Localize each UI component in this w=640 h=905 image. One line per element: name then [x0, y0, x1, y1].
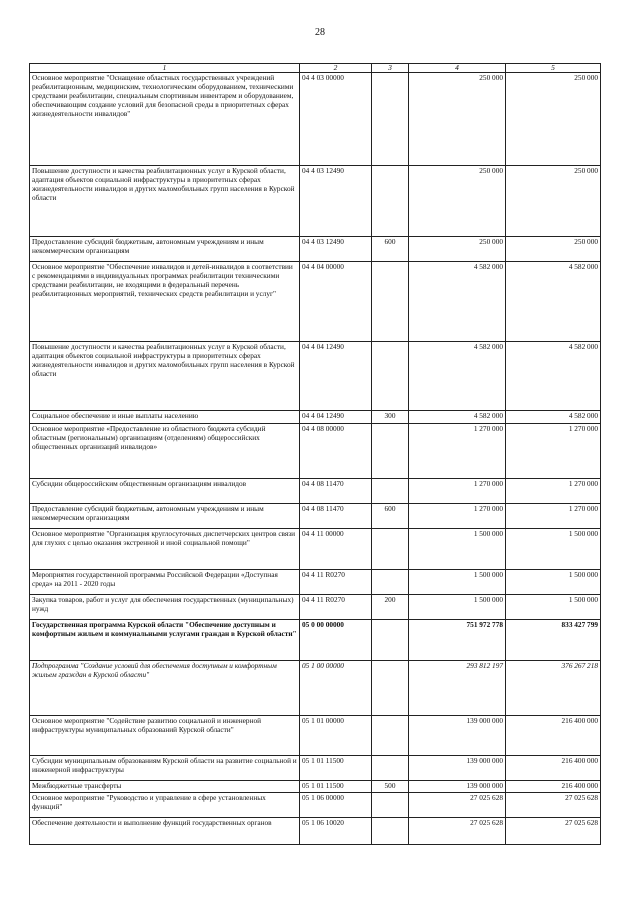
row-value-2017-cell: 27 025 628 [409, 817, 506, 844]
row-type-cell [372, 73, 409, 166]
header-cell: 5 [506, 64, 601, 73]
row-value-2017-cell: 1 500 000 [409, 570, 506, 595]
row-value-2018-cell: 1 500 000 [506, 529, 601, 570]
row-type-cell [372, 792, 409, 817]
row-name-cell: Предоставление субсидий бюджетным, автономным учреждениям и иным некоммерческим организациям [30, 504, 300, 529]
row-value-2017-cell: 27 025 628 [409, 792, 506, 817]
row-value-2018-cell: 250 000 [506, 73, 601, 166]
row-value-2018-cell: 216 400 000 [506, 716, 601, 756]
row-type-cell [372, 262, 409, 342]
row-type-cell [372, 716, 409, 756]
row-type-cell [372, 342, 409, 411]
table-row [30, 817, 601, 844]
row-name-cell: Субсидии муниципальным образованиям Курской области на развитие социальной и инженерной инфраструктуры [30, 756, 300, 781]
row-type-cell [372, 529, 409, 570]
row-value-2018-cell: 1 500 000 [506, 595, 601, 620]
row-type-cell: 300 [372, 411, 409, 424]
row-value-2017-cell: 751 972 778 [409, 620, 506, 661]
row-code-cell: 04 4 04 00000 [300, 262, 372, 342]
row-value-2017-cell: 4 582 000 [409, 262, 506, 342]
row-value-2018-cell: 4 582 000 [506, 411, 601, 424]
row-value-2018-cell: 1 270 000 [506, 424, 601, 479]
row-name-cell: Межбюджетные трансферты [30, 781, 300, 793]
row-code-cell: 05 1 01 11500 [300, 756, 372, 781]
row-name-cell: Основное мероприятие "Обеспечение инвалидов и детей-инвалидов в соответствии с рекомендациями в индивидуальных программах реабилитации техническими средствами реабилитации, не входящими в федеральный перечень реабилитационных мероприятий, технических средств реабилитации и услуг" [30, 262, 300, 342]
row-name-cell: Субсидии общероссийским общественным организациям инвалидов [30, 479, 300, 504]
row-value-2017-cell: 250 000 [409, 73, 506, 166]
row-value-2018-cell: 4 582 000 [506, 262, 601, 342]
row-value-2018-cell: 216 400 000 [506, 781, 601, 793]
row-code-cell: 05 1 06 10020 [300, 817, 372, 844]
table-row [30, 73, 601, 166]
row-value-2018-cell: 1 270 000 [506, 479, 601, 504]
row-code-cell: 04 4 08 11470 [300, 479, 372, 504]
row-type-cell [372, 424, 409, 479]
header-cell: 2 [300, 64, 372, 73]
row-name-cell: Закупка товаров, работ и услуг для обеспечения государственных (муниципальных) нужд [30, 595, 300, 620]
row-value-2017-cell: 250 000 [409, 166, 506, 237]
row-type-cell [372, 756, 409, 781]
table-header-row [30, 64, 601, 73]
row-value-2018-cell: 1 270 000 [506, 504, 601, 529]
row-value-2018-cell: 376 267 218 [506, 661, 601, 716]
row-code-cell: 04 4 03 12490 [300, 166, 372, 237]
row-value-2017-cell: 139 000 000 [409, 781, 506, 793]
table-row [30, 479, 601, 504]
row-code-cell: 05 1 00 00000 [300, 661, 372, 716]
row-name-cell: Основное мероприятие "Руководство и управление в сфере установленных функций" [30, 792, 300, 817]
row-type-cell: 500 [372, 781, 409, 793]
row-code-cell: 05 1 01 00000 [300, 716, 372, 756]
row-code-cell: 04 4 04 12490 [300, 342, 372, 411]
table-row [30, 529, 601, 570]
header-cell: 1 [30, 64, 300, 73]
row-name-cell: Мероприятия государственной программы Российской Федерации «Доступная среда» на 2011 - 2020 годы [30, 570, 300, 595]
table-row [30, 342, 601, 411]
row-value-2017-cell: 1 500 000 [409, 529, 506, 570]
row-value-2018-cell: 250 000 [506, 166, 601, 237]
row-value-2018-cell: 4 582 000 [506, 342, 601, 411]
row-type-cell: 600 [372, 504, 409, 529]
row-type-cell [372, 570, 409, 595]
row-value-2018-cell: 1 500 000 [506, 570, 601, 595]
row-value-2017-cell: 4 582 000 [409, 342, 506, 411]
row-name-cell: Обеспечение деятельности и выполнение функций государственных органов [30, 817, 300, 844]
header-cell: 3 [372, 64, 409, 73]
table-row [30, 620, 601, 661]
table-row [30, 262, 601, 342]
row-code-cell: 04 4 08 00000 [300, 424, 372, 479]
row-code-cell: 04 4 03 12490 [300, 237, 372, 262]
table-row [30, 595, 601, 620]
table-row [30, 504, 601, 529]
row-name-cell: Предоставление субсидий бюджетным, автономным учреждениям и иным некоммерческим организациям [30, 237, 300, 262]
row-type-cell: 600 [372, 237, 409, 262]
table-row [30, 661, 601, 716]
row-value-2017-cell: 293 812 197 [409, 661, 506, 716]
row-value-2017-cell: 1 270 000 [409, 424, 506, 479]
row-value-2017-cell: 139 000 000 [409, 756, 506, 781]
row-value-2017-cell: 250 000 [409, 237, 506, 262]
row-type-cell [372, 661, 409, 716]
row-name-cell: Государственная программа Курской области "Обеспечение доступным и комфортным жильем и коммунальными услугами граждан в Курской области" [30, 620, 300, 661]
row-value-2018-cell: 216 400 000 [506, 756, 601, 781]
row-code-cell: 05 1 06 00000 [300, 792, 372, 817]
table-row [30, 716, 601, 756]
table-row [30, 792, 601, 817]
row-name-cell: Основное мероприятие "Организация круглосуточных диспетчерских центров связи для глухих с целью оказания экстренной и иной социальной помощи" [30, 529, 300, 570]
row-value-2017-cell: 1 270 000 [409, 504, 506, 529]
table-row [30, 781, 601, 793]
row-type-cell: 200 [372, 595, 409, 620]
table-row [30, 756, 601, 781]
row-code-cell: 04 4 08 11470 [300, 504, 372, 529]
row-name-cell: Основное мероприятие "Содействие развитию социальной и инженерной инфраструктуры муниципальных образований Курской области" [30, 716, 300, 756]
row-code-cell: 04 4 11 00000 [300, 529, 372, 570]
row-code-cell: 04 4 11 R0270 [300, 595, 372, 620]
row-code-cell: 05 0 00 00000 [300, 620, 372, 661]
row-value-2017-cell: 139 000 000 [409, 716, 506, 756]
row-value-2018-cell: 27 025 628 [506, 817, 601, 844]
row-type-cell [372, 620, 409, 661]
row-value-2018-cell: 250 000 [506, 237, 601, 262]
row-value-2017-cell: 1 270 000 [409, 479, 506, 504]
row-type-cell [372, 166, 409, 237]
table-row [30, 570, 601, 595]
row-value-2018-cell: 833 427 799 [506, 620, 601, 661]
row-name-cell: Повышение доступности и качества реабилитационных услуг в Курской области, адаптация объектов социальной инфраструктуры в приоритетных сферах жизнедеятельности инвалидов и других маломобильных групп населения в Курской области [30, 342, 300, 411]
row-type-cell [372, 479, 409, 504]
table-row [30, 424, 601, 479]
row-code-cell: 04 4 04 12490 [300, 411, 372, 424]
row-code-cell: 04 4 03 00000 [300, 73, 372, 166]
row-name-cell: Подпрограмма "Создание условий для обеспечения доступным и комфортным жильем граждан в Курской области" [30, 661, 300, 716]
row-code-cell: 05 1 01 11500 [300, 781, 372, 793]
row-name-cell: Повышение доступности и качества реабилитационных услуг в Курской области, адаптация объектов социальной инфраструктуры в приоритетных сферах жизнедеятельности инвалидов и других маломобильных групп населения в Курской области [30, 166, 300, 237]
row-name-cell: Основное мероприятие «Предоставление из областного бюджета субсидий областным (региональным) организациям (отделениям) общероссийских общественных организаций инвалидов» [30, 424, 300, 479]
page-number: 28 [315, 27, 325, 38]
row-type-cell [372, 817, 409, 844]
table-row [30, 411, 601, 424]
header-cell: 4 [409, 64, 506, 73]
row-value-2017-cell: 4 582 000 [409, 411, 506, 424]
table-row [30, 237, 601, 262]
row-code-cell: 04 4 11 R0270 [300, 570, 372, 595]
row-name-cell: Основное мероприятие "Оснащение областных государственных учреждений реабилитационным, медицинским, технологическим оборудованием, техническими средствами реабилитации, специальным спортивным инвентарем и оборудованием, обеспечивающим создание условий для безопасной среды в приоритетных сферах жизнедеятельности инвалидов" [30, 73, 300, 166]
table-row [30, 166, 601, 237]
budget-table [29, 63, 601, 845]
row-value-2017-cell: 1 500 000 [409, 595, 506, 620]
row-name-cell: Социальное обеспечение и иные выплаты населению [30, 411, 300, 424]
row-value-2018-cell: 27 025 628 [506, 792, 601, 817]
